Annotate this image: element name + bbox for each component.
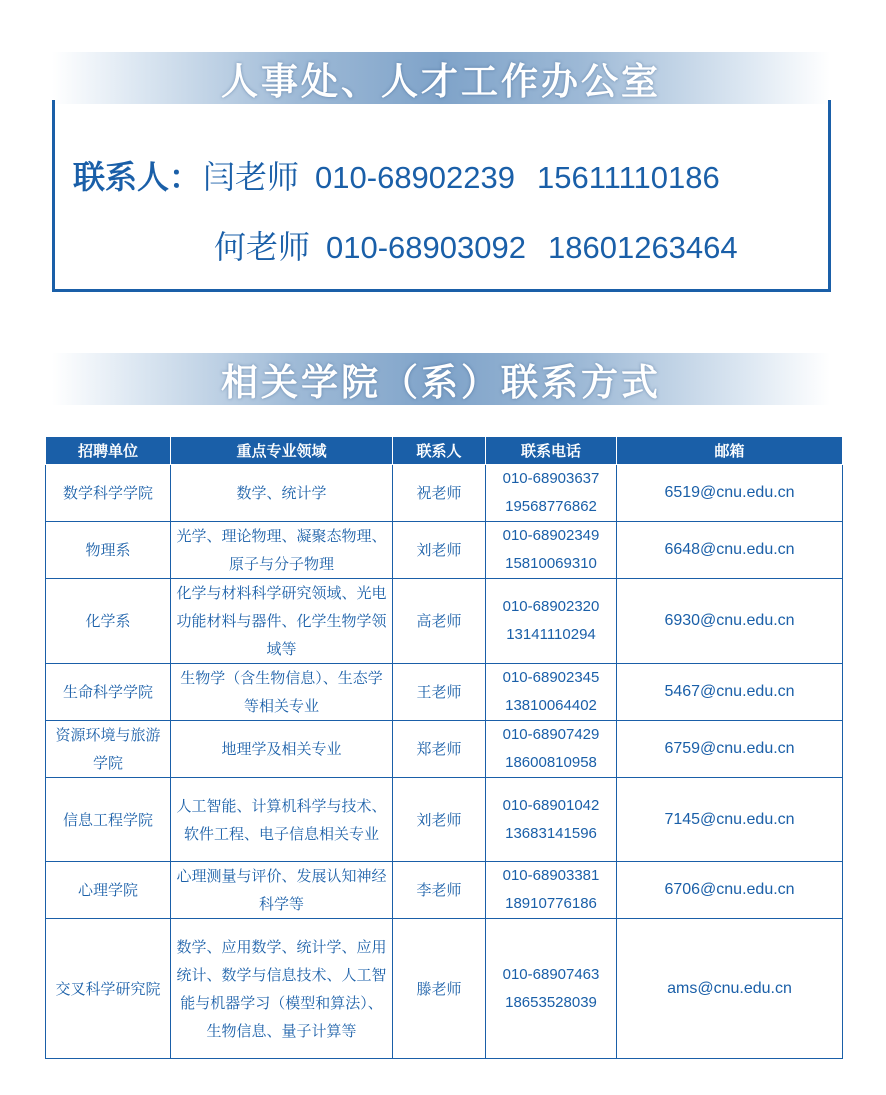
cell-field: 心理测量与评价、发展认知神经科学等 xyxy=(171,862,393,919)
cell-contact: 祝老师 xyxy=(393,465,486,522)
contact-phone: 010-68903092 xyxy=(326,230,526,265)
cell-unit: 数学科学学院 xyxy=(46,465,171,522)
table-header-row xyxy=(46,437,843,465)
cell-phone-landline: 010-68901042 xyxy=(502,796,600,814)
cell-contact: 王老师 xyxy=(393,664,486,721)
cell-field: 地理学及相关专业 xyxy=(171,721,393,778)
section-title-hr: 人事处、人才工作办公室 xyxy=(221,59,661,103)
header-phone: 联系电话 xyxy=(486,437,617,465)
cell-field: 光学、理论物理、凝聚态物理、原子与分子物理 xyxy=(171,522,393,579)
cell-email: 6706@cnu.edu.cn xyxy=(617,862,843,919)
section-banner-hr xyxy=(52,52,830,104)
header-unit: 招聘单位 xyxy=(46,437,171,465)
table-row xyxy=(46,778,843,862)
cell-phone-mobile: 19568776862 xyxy=(505,498,597,515)
cell-email: ams@cnu.edu.cn xyxy=(617,919,843,1059)
hr-contact-box xyxy=(52,100,831,292)
cell-email: 6648@cnu.edu.cn xyxy=(617,522,843,579)
contact-row xyxy=(212,222,760,268)
cell-field: 化学与材料科学研究领域、光电功能材料与器件、化学生物学领域等 xyxy=(171,579,393,664)
cell-unit: 心理学院 xyxy=(46,862,171,919)
cell-unit: 生命科学学院 xyxy=(46,664,171,721)
header-field: 重点专业领域 xyxy=(171,437,393,465)
cell-phone-mobile: 18600810958 xyxy=(505,754,597,771)
cell-phone-landline: 010-68907429 xyxy=(502,726,600,743)
cell-phone xyxy=(486,919,617,1059)
cell-phone-mobile: 18910776186 xyxy=(505,895,597,912)
contact-mobile: 15611110186 xyxy=(537,160,720,195)
contact-mobile: 18601263464 xyxy=(548,230,738,265)
cell-unit: 交叉科学研究院 xyxy=(46,919,171,1059)
cell-phone-landline: 010-68903381 xyxy=(502,867,600,884)
cell-phone xyxy=(486,579,617,664)
table-row xyxy=(46,862,843,919)
cell-phone xyxy=(486,664,617,721)
cell-contact: 滕老师 xyxy=(393,919,486,1059)
contact-row xyxy=(73,152,742,198)
cell-phone-landline: 010-68902349 xyxy=(502,527,600,544)
cell-phone xyxy=(486,721,617,778)
table-row xyxy=(46,721,843,778)
cell-phone xyxy=(486,522,617,579)
cell-unit: 物理系 xyxy=(46,522,171,579)
cell-phone-mobile: 13141110294 xyxy=(506,626,596,643)
cell-email: 5467@cnu.edu.cn xyxy=(617,664,843,721)
cell-email: 6759@cnu.edu.cn xyxy=(617,721,843,778)
table-row xyxy=(46,919,843,1059)
cell-unit: 化学系 xyxy=(46,579,171,664)
header-email: 邮箱 xyxy=(617,437,843,465)
contact-name: 闫老师 xyxy=(203,158,300,196)
cell-phone-landline: 010-68903637 xyxy=(502,470,600,487)
table-row xyxy=(46,579,843,664)
department-contact-table xyxy=(45,436,843,1059)
cell-contact: 郑老师 xyxy=(393,721,486,778)
cell-email: 6930@cnu.edu.cn xyxy=(617,579,843,664)
table-row xyxy=(46,522,843,579)
contact-name: 何老师 xyxy=(214,228,311,266)
cell-phone xyxy=(486,862,617,919)
cell-phone-mobile: 15810069310 xyxy=(505,555,597,572)
cell-contact: 高老师 xyxy=(393,579,486,664)
cell-phone xyxy=(486,778,617,862)
cell-contact: 刘老师 xyxy=(393,778,486,862)
cell-phone-landline: 010-68902320 xyxy=(502,598,600,615)
section-title-departments: 相关学院（系）联系方式 xyxy=(221,360,661,404)
cell-phone-landline: 010-68907463 xyxy=(502,965,600,983)
table-body xyxy=(46,465,843,1059)
cell-email: 7145@cnu.edu.cn xyxy=(617,778,843,862)
cell-email: 6519@cnu.edu.cn xyxy=(617,465,843,522)
cell-field: 生物学（含生物信息）、生态学等相关专业 xyxy=(171,664,393,721)
cell-phone-mobile: 13683141596 xyxy=(505,824,597,842)
cell-phone-mobile: 18653528039 xyxy=(505,993,597,1011)
cell-field: 数学、应用数学、统计学、应用统计、数学与信息技术、人工智能与机器学习（模型和算法）、生物信息、量子计算等 xyxy=(171,919,393,1059)
cell-phone-mobile: 13810064402 xyxy=(505,697,597,714)
cell-contact: 李老师 xyxy=(393,862,486,919)
table-row xyxy=(46,664,843,721)
section-banner-departments xyxy=(52,353,830,405)
cell-phone-landline: 010-68902345 xyxy=(502,669,600,686)
table-row xyxy=(46,465,843,522)
cell-contact: 刘老师 xyxy=(393,522,486,579)
cell-phone xyxy=(486,465,617,522)
cell-field: 数学、统计学 xyxy=(171,465,393,522)
cell-field: 人工智能、计算机科学与技术、软件工程、电子信息相关专业 xyxy=(171,778,393,862)
cell-unit: 资源环境与旅游学院 xyxy=(46,721,171,778)
contact-phone: 010-68902239 xyxy=(315,160,516,195)
header-contact: 联系人 xyxy=(393,437,486,465)
contact-label: 联系人： xyxy=(73,158,202,196)
cell-unit: 信息工程学院 xyxy=(46,778,171,862)
